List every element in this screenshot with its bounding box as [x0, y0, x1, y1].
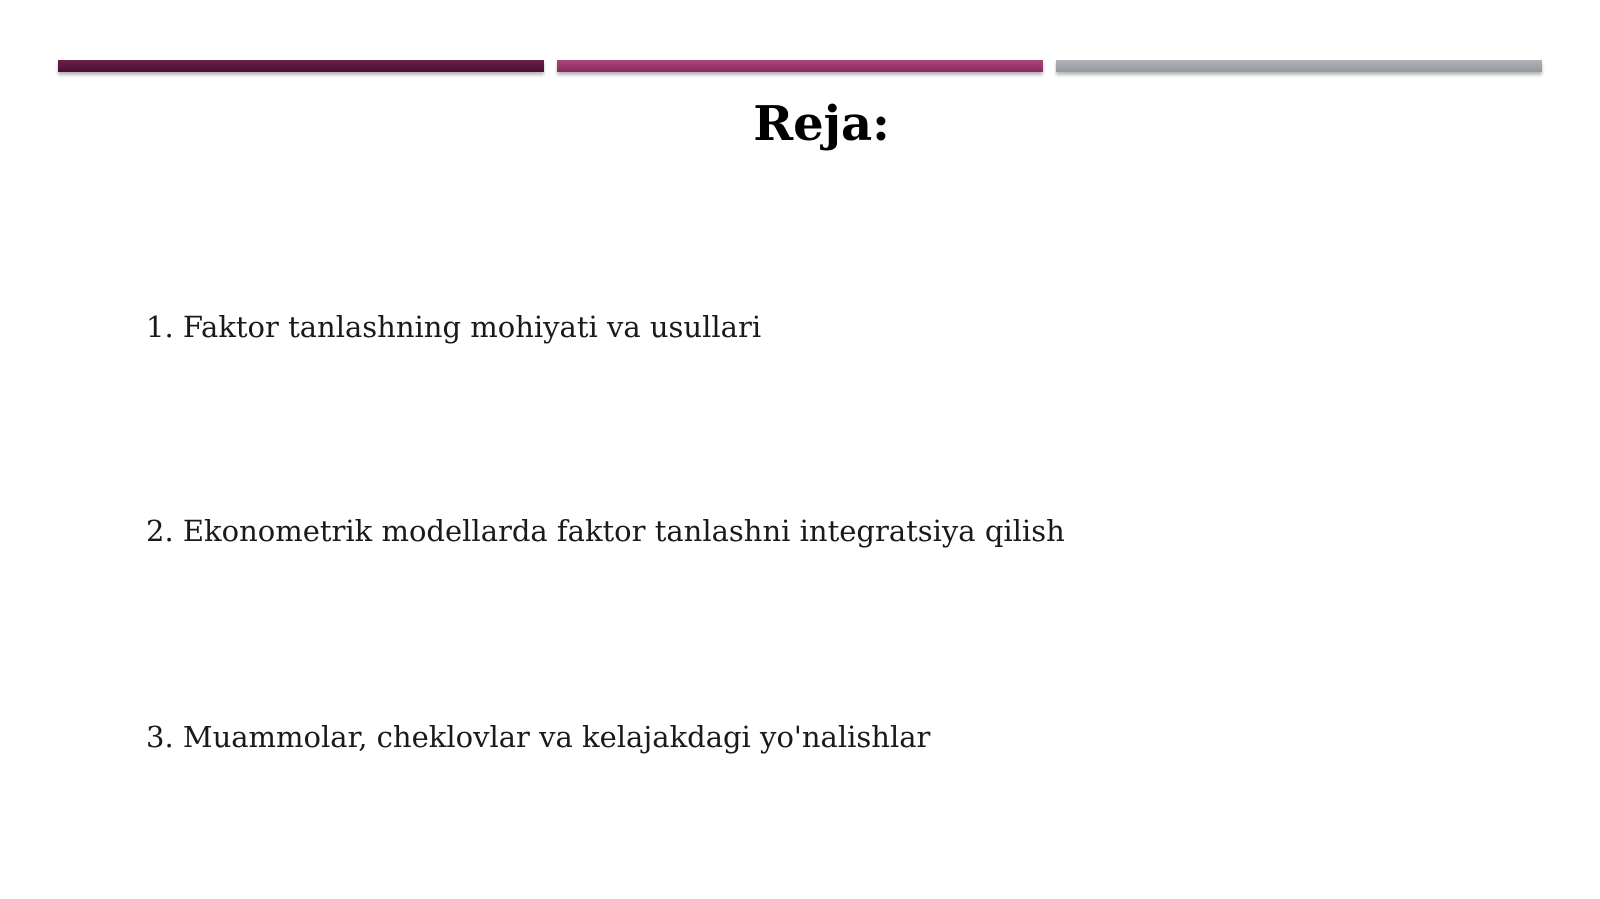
plan-item-1: 1. Faktor tanlashning mohiyati va usullari	[146, 310, 762, 344]
accent-bar-dark-plum	[58, 60, 544, 72]
plan-item-2: 2. Ekonometrik modellarda faktor tanlashni integratsiya qilish	[146, 514, 1065, 548]
accent-bar-gray	[1056, 60, 1542, 72]
accent-bar-magenta	[557, 60, 1043, 72]
slide-title: Reja:	[753, 96, 890, 152]
plan-item-3: 3. Muammolar, cheklovlar va kelajakdagi yo'nalishlar	[146, 720, 931, 754]
